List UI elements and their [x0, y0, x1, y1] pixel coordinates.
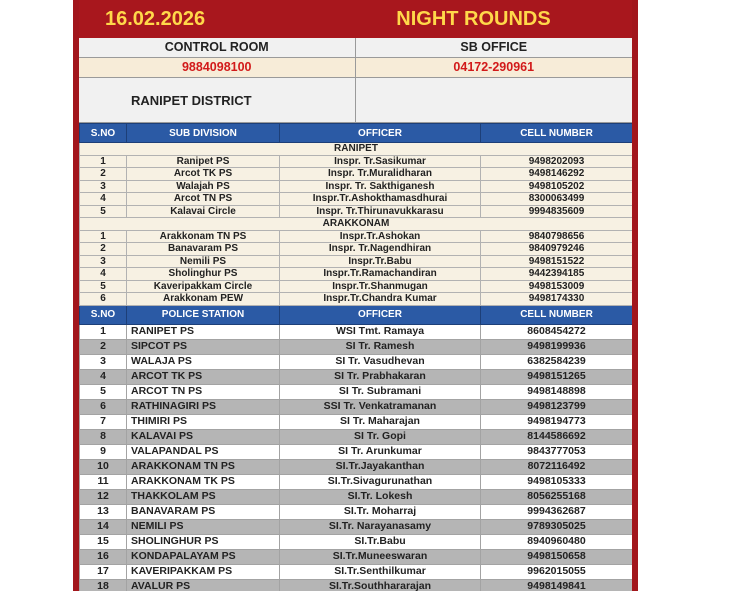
- row-sub-division: Sholinghur PS: [127, 268, 280, 281]
- row-sno: 15: [80, 534, 127, 549]
- row-sno: 13: [80, 504, 127, 519]
- row-cell-number: 8144586692: [481, 429, 633, 444]
- row-cell-number: 9498105202: [481, 180, 633, 193]
- table-row: [80, 280, 633, 293]
- row-police-station: WALAJA PS: [127, 354, 280, 369]
- subdivision-table-header: [80, 124, 633, 143]
- row-officer: Inspr. Tr.Thirunavukkarasu: [280, 205, 481, 218]
- row-sub-division: Arakkonam PEW: [127, 293, 280, 306]
- row-cell-number: 8072116492: [481, 459, 633, 474]
- row-officer: Inspr.Tr.Babu: [280, 255, 481, 268]
- section-title: ARAKKONAM: [80, 218, 633, 231]
- row-officer: Inspr.Tr.Ashokthamasdhurai: [280, 193, 481, 206]
- row-sno: 10: [80, 459, 127, 474]
- row-sno: 3: [80, 255, 127, 268]
- row-sno: 11: [80, 474, 127, 489]
- section-title-row: [80, 143, 633, 156]
- district-blank-cell: [356, 78, 633, 122]
- header-officer: OFFICER: [280, 305, 481, 324]
- row-officer: SI.Tr.Sivagurunathan: [280, 474, 481, 489]
- row-sno: 14: [80, 519, 127, 534]
- row-officer: Inspr. Tr.Nagendhiran: [280, 243, 481, 256]
- row-officer: SI Tr. Arunkumar: [280, 444, 481, 459]
- table-row: [80, 193, 633, 206]
- section-title-row: [80, 218, 633, 231]
- row-police-station: ARAKKONAM TN PS: [127, 459, 280, 474]
- row-sno: 2: [80, 168, 127, 181]
- row-officer: WSI Tmt. Ramaya: [280, 324, 481, 339]
- row-sub-division: Banavaram PS: [127, 243, 280, 256]
- officer-table: [79, 123, 632, 591]
- row-cell-number: 9442394185: [481, 268, 633, 281]
- station-table-body: [80, 324, 633, 591]
- row-cell-number: 9840979246: [481, 243, 633, 256]
- row-police-station: ARCOT TN PS: [127, 384, 280, 399]
- row-police-station: NEMILI PS: [127, 519, 280, 534]
- contact-phones-row: [79, 58, 632, 78]
- row-police-station: KONDAPALAYAM PS: [127, 549, 280, 564]
- row-cell-number: 8300063499: [481, 193, 633, 206]
- row-police-station: SHOLINGHUR PS: [127, 534, 280, 549]
- header-bar: [79, 0, 632, 38]
- row-officer: SI.Tr. Lokesh: [280, 489, 481, 504]
- row-sno: 6: [80, 293, 127, 306]
- row-sno: 9: [80, 444, 127, 459]
- row-sno: 18: [80, 579, 127, 591]
- row-sno: 3: [80, 354, 127, 369]
- table-row: [80, 564, 633, 579]
- row-sub-division: Kaveripakkam Circle: [127, 280, 280, 293]
- row-sno: 8: [80, 429, 127, 444]
- row-police-station: RANIPET PS: [127, 324, 280, 339]
- row-cell-number: 9498123799: [481, 399, 633, 414]
- row-police-station: ARCOT TK PS: [127, 369, 280, 384]
- row-sno: 7: [80, 414, 127, 429]
- district-row: [79, 78, 632, 123]
- row-cell-number: 9498149841: [481, 579, 633, 591]
- row-officer: Inspr.Tr.Chandra Kumar: [280, 293, 481, 306]
- row-officer: SI.Tr.Jayakanthan: [280, 459, 481, 474]
- row-officer: Inspr. Tr. Sakthiganesh: [280, 180, 481, 193]
- row-cell-number: 9498150658: [481, 549, 633, 564]
- table-row: [80, 414, 633, 429]
- row-sno: 16: [80, 549, 127, 564]
- row-officer: SI Tr. Ramesh: [280, 339, 481, 354]
- row-sno: 5: [80, 384, 127, 399]
- row-sno: 4: [80, 369, 127, 384]
- row-sno: 4: [80, 193, 127, 206]
- table-row: [80, 324, 633, 339]
- row-officer: SI.Tr.Southhararajan: [280, 579, 481, 591]
- row-sno: 12: [80, 489, 127, 504]
- row-officer: SI.Tr. Narayanasamy: [280, 519, 481, 534]
- row-police-station: ARAKKONAM TK PS: [127, 474, 280, 489]
- table-row: [80, 205, 633, 218]
- night-rounds-document: [79, 0, 632, 591]
- row-officer: Inspr.Tr.Shanmugan: [280, 280, 481, 293]
- row-officer: SI Tr. Prabhakaran: [280, 369, 481, 384]
- row-sub-division: Arakkonam TN PS: [127, 230, 280, 243]
- table-row: [80, 399, 633, 414]
- row-sno: 1: [80, 230, 127, 243]
- row-sno: 2: [80, 339, 127, 354]
- row-cell-number: 9840798656: [481, 230, 633, 243]
- header-sno: S.NO: [80, 124, 127, 143]
- row-cell-number: 6382584239: [481, 354, 633, 369]
- row-cell-number: 9789305025: [481, 519, 633, 534]
- row-sno: 5: [80, 205, 127, 218]
- row-police-station: VALAPANDAL PS: [127, 444, 280, 459]
- header-officer: OFFICER: [280, 124, 481, 143]
- row-police-station: THIMIRI PS: [127, 414, 280, 429]
- table-row: [80, 339, 633, 354]
- row-police-station: KAVERIPAKKAM PS: [127, 564, 280, 579]
- table-row: [80, 459, 633, 474]
- row-sub-division: Arcot TN PS: [127, 193, 280, 206]
- subdivision-table-body: [80, 143, 633, 306]
- page-title: NIGHT ROUNDS: [396, 7, 551, 30]
- table-row: [80, 489, 633, 504]
- table-row: [80, 255, 633, 268]
- row-sub-division: Walajah PS: [127, 180, 280, 193]
- row-officer: SSI Tr. Venkatramanan: [280, 399, 481, 414]
- row-officer: Inspr. Tr.Sasikumar: [280, 155, 481, 168]
- row-cell-number: 9498153009: [481, 280, 633, 293]
- row-officer: SI.Tr.Muneeswaran: [280, 549, 481, 564]
- row-cell-number: 9498199936: [481, 339, 633, 354]
- row-police-station: RATHINAGIRI PS: [127, 399, 280, 414]
- district-name: RANIPET DISTRICT: [79, 78, 356, 122]
- row-sno: 6: [80, 399, 127, 414]
- table-row: [80, 444, 633, 459]
- row-police-station: SIPCOT PS: [127, 339, 280, 354]
- row-officer: Inspr.Tr.Ramachandiran: [280, 268, 481, 281]
- row-sno: 4: [80, 268, 127, 281]
- sb-office-phone: 04172-290961: [453, 60, 535, 74]
- table-row: [80, 243, 633, 256]
- header-cell-number: CELL NUMBER: [481, 124, 633, 143]
- row-sno: 1: [80, 155, 127, 168]
- row-cell-number: 9498194773: [481, 414, 633, 429]
- header-cell-number: CELL NUMBER: [481, 305, 633, 324]
- row-officer: SI.Tr.Senthilkumar: [280, 564, 481, 579]
- row-officer: SI Tr. Subramani: [280, 384, 481, 399]
- contact-labels-row: [79, 38, 632, 58]
- row-cell-number: 8056255168: [481, 489, 633, 504]
- table-row: [80, 429, 633, 444]
- table-row: [80, 230, 633, 243]
- section-title: RANIPET: [80, 143, 633, 156]
- header-sub-division: SUB DIVISION: [127, 124, 280, 143]
- table-row: [80, 534, 633, 549]
- table-row: [80, 549, 633, 564]
- row-officer: SI.Tr. Moharraj: [280, 504, 481, 519]
- row-cell-number: 8940960480: [481, 534, 633, 549]
- control-room-label: CONTROL ROOM: [79, 38, 356, 57]
- row-sub-division: Nemili PS: [127, 255, 280, 268]
- row-sub-division: Arcot TK PS: [127, 168, 280, 181]
- row-cell-number: 9498174330: [481, 293, 633, 306]
- row-cell-number: 9498151522: [481, 255, 633, 268]
- row-sub-division: Ranipet PS: [127, 155, 280, 168]
- table-row: [80, 155, 633, 168]
- row-cell-number: 9962015055: [481, 564, 633, 579]
- table-row: [80, 504, 633, 519]
- row-sno: 1: [80, 324, 127, 339]
- row-cell-number: 9498105333: [481, 474, 633, 489]
- station-table-header: [80, 305, 633, 324]
- control-room-phone: 9884098100: [79, 58, 356, 77]
- row-cell-number: 9843777053: [481, 444, 633, 459]
- row-sub-division: Kalavai Circle: [127, 205, 280, 218]
- row-sno: 2: [80, 243, 127, 256]
- row-police-station: AVALUR PS: [127, 579, 280, 591]
- row-cell-number: 8608454272: [481, 324, 633, 339]
- date-label: 16.02.2026: [105, 7, 206, 30]
- row-cell-number: 9498202093: [481, 155, 633, 168]
- sb-office-label: SB OFFICE: [460, 40, 528, 54]
- row-police-station: KALAVAI PS: [127, 429, 280, 444]
- row-officer: SI.Tr.Babu: [280, 534, 481, 549]
- row-officer: Inspr. Tr.Muralidharan: [280, 168, 481, 181]
- row-sno: 3: [80, 180, 127, 193]
- right-border: [632, 0, 638, 591]
- table-row: [80, 369, 633, 384]
- table-row: [80, 180, 633, 193]
- row-police-station: BANAVARAM PS: [127, 504, 280, 519]
- row-cell-number: 9498148898: [481, 384, 633, 399]
- row-cell-number: 9994835609: [481, 205, 633, 218]
- table-row: [80, 579, 633, 591]
- row-sno: 5: [80, 280, 127, 293]
- table-row: [80, 168, 633, 181]
- row-cell-number: 9994362687: [481, 504, 633, 519]
- row-cell-number: 9498151265: [481, 369, 633, 384]
- row-cell-number: 9498146292: [481, 168, 633, 181]
- table-row: [80, 474, 633, 489]
- row-officer: SI Tr. Maharajan: [280, 414, 481, 429]
- table-row: [80, 268, 633, 281]
- header-sno: S.NO: [80, 305, 127, 324]
- table-row: [80, 384, 633, 399]
- row-officer: SI Tr. Vasudhevan: [280, 354, 481, 369]
- table-row: [80, 354, 633, 369]
- row-police-station: THAKKOLAM PS: [127, 489, 280, 504]
- row-officer: Inspr.Tr.Ashokan: [280, 230, 481, 243]
- header-police-station: POLICE STATION: [127, 305, 280, 324]
- table-row: [80, 293, 633, 306]
- row-officer: SI Tr. Gopi: [280, 429, 481, 444]
- table-row: [80, 519, 633, 534]
- row-sno: 17: [80, 564, 127, 579]
